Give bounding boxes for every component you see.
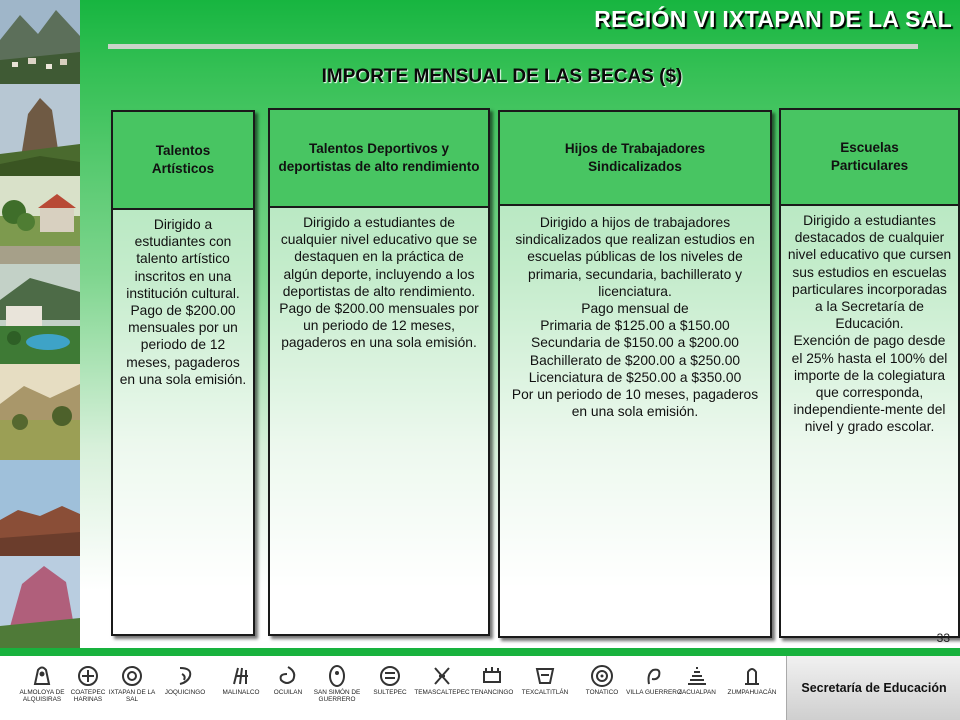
- photo-strip: [0, 0, 80, 648]
- card-body: Dirigido a estudiantes con talento artístico inscritos en una institución cultural. Pago de $200.00 mensuales por un periodo de 12 meses, pagaderos en una sola emisión.: [119, 217, 247, 387]
- municipality-label: OCUILAN: [273, 689, 303, 696]
- municipality-item: [104, 664, 160, 703]
- municipality-label: JOQUICINGO: [164, 689, 206, 696]
- municipality-item: [157, 664, 213, 696]
- valley-photo: [0, 364, 80, 460]
- aztec-glyph-icon: [724, 664, 780, 688]
- aztec-glyph-icon: [464, 664, 520, 688]
- municipality-item: [309, 664, 365, 703]
- municipality-item: [517, 664, 573, 696]
- municipality-label: TONATICO: [585, 689, 619, 696]
- municipality-label: IXTAPAN DE LA SAL: [108, 689, 156, 703]
- aztec-glyph-icon: [260, 664, 316, 688]
- municipality-item: [362, 664, 418, 696]
- municipality-label: TEXCALTITLÁN: [521, 689, 569, 696]
- aztec-glyph-icon: [414, 664, 470, 688]
- card-body: Dirigido a hijos de trabajadores sindicalizados que realizan estudios en escuelas públicas de los niveles de primaria, secundaria, bachillerato y licenciatura. Pago mensual de Primaria de $125.00 a $150.00 Secundaria de $150.00 a $200.00 Bachillerato de $200.00 a $250.00 Licenciatura de $250.00 a $350.00 Por un periodo de 10 meses, pagaderos en una sola emisión.: [511, 215, 759, 420]
- green-hill-photo: [0, 556, 80, 648]
- municipality-item: [724, 664, 780, 696]
- card-body: Dirigido a estudiantes destacados de cualquier nivel educativo que cursen sus estudios en escuelas particulares incorporadas a la Secretaría de Educación. Exención de pago desde el 25% hasta el 100% del importe de la colegiatura que corresponda, independiente-mente del nivel y grado escolar.: [787, 213, 952, 435]
- card-title: Hijos de Trabajadores Sindicalizados: [500, 112, 770, 206]
- municipality-label: ZUMPAHUACÁN: [727, 689, 777, 696]
- municipality-label: TEMASCALTEPEC: [414, 689, 470, 696]
- aztec-glyph-icon: [669, 664, 725, 688]
- card-title: Talentos Artísticos: [113, 112, 253, 210]
- card-hijos-trabajadores: [498, 110, 772, 638]
- aztec-glyph-icon: [104, 664, 160, 688]
- red-cliff-photo: [0, 460, 80, 556]
- card-title: Talentos Deportivos y deportistas de alto rendimiento: [270, 110, 488, 208]
- municipality-label: MALINALCO: [222, 689, 260, 696]
- municipality-item: [669, 664, 725, 696]
- aztec-glyph-icon: [362, 664, 418, 688]
- colonial-plaza-photo: [0, 176, 80, 264]
- aztec-glyph-icon: [574, 664, 630, 688]
- municipality-item: [464, 664, 520, 696]
- garden-pool-photo: [0, 264, 80, 364]
- municipality-label: SULTEPEC: [373, 689, 407, 696]
- footer-band: [0, 648, 960, 656]
- card-title: Escuelas Particulares: [781, 110, 958, 206]
- municipality-item: [414, 664, 470, 696]
- card-escuelas-particulares: [779, 108, 960, 638]
- main-title: IMPORTE MENSUAL DE LAS BECAS ($): [321, 66, 683, 87]
- municipality-label: SAN SIMÓN DE GUERRERO: [313, 689, 361, 703]
- aztec-glyph-icon: [157, 664, 213, 688]
- secretaria-label: Secretaría de Educación: [786, 656, 960, 720]
- aztec-glyph-icon: [309, 664, 365, 688]
- municipality-label: COATEPEC HARINAS: [70, 689, 106, 703]
- aztec-glyph-icon: [517, 664, 573, 688]
- municipality-item: [260, 664, 316, 696]
- card-body: Dirigido a estudiantes de cualquier nivel educativo que se destaquen en la práctica de algún deporte, incluyendo a los deportistas de alto rendimiento. Pago de $200.00 mensuales por un periodo de 12 meses, pagaderos en una sola emisión.: [279, 215, 479, 351]
- municipality-label: VILLA GUERRERO: [626, 689, 682, 696]
- card-talentos-artisticos: [111, 110, 255, 636]
- municipality-label: ALMOLOYA DE ALQUISIRAS: [19, 689, 65, 703]
- municipality-item: [574, 664, 630, 696]
- header-rule: [108, 44, 918, 49]
- region-title: REGIÓN VI IXTAPAN DE LA SAL: [594, 6, 952, 32]
- rock-peak-photo: [0, 84, 80, 176]
- municipality-label: TENANCINGO: [470, 689, 514, 696]
- page-number: 33: [936, 631, 950, 645]
- municipality-label: ZACUALPAN: [678, 689, 716, 696]
- card-talentos-deportivos: [268, 108, 490, 636]
